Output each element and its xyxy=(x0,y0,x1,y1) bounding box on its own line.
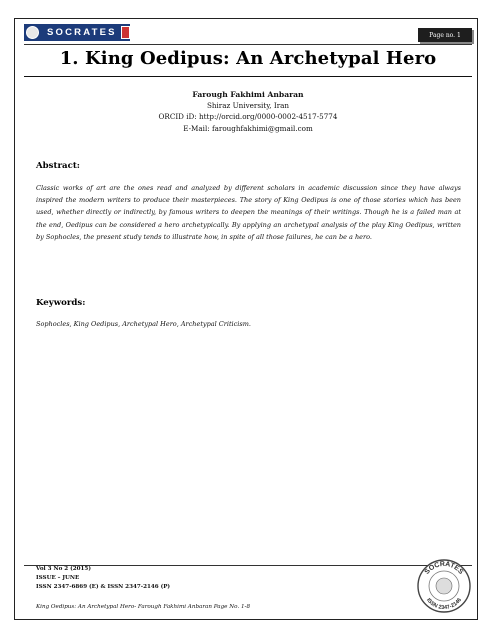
author-orcid: ORCID iD: http://orcid.org/0000-0002-4517-5774 xyxy=(158,112,338,122)
keywords-text: Sophocles, King Oedipus, Archetypal Hero, Archetypal Criticism. xyxy=(36,320,251,328)
footer-info xyxy=(36,565,170,593)
header-divider xyxy=(24,44,472,45)
page-number-label: Page no. 1 xyxy=(418,28,472,42)
footer-volume: Vol 3 No 2 (2015) xyxy=(36,566,91,572)
flag-icon xyxy=(121,26,130,39)
journal-stamp-icon xyxy=(416,558,472,614)
author-affiliation: Shiraz University, Iran xyxy=(206,101,290,111)
footer-issn: ISSN 2347-6869 (E) & ISSN 2347-2146 (P) xyxy=(36,584,171,591)
journal-logo xyxy=(24,24,130,41)
seal-icon xyxy=(26,26,39,39)
author-block xyxy=(0,89,496,134)
title-divider xyxy=(24,76,472,77)
author-email: E-Mail: faroughfakhimi@gmail.com xyxy=(183,123,313,133)
logo-text: SOCRATES xyxy=(47,27,117,38)
footer-issue: ISSUE – JUNE xyxy=(36,575,80,582)
abstract-text: Classic works of art are the ones read and analyzed by different scholars in academic discussion since they have always inspired the modern writers to produce their masterpieces. The story of King Oedipus is one of those stories which has been used, whether directly or indirectly, by famous writers to deepen the meanings of their writings. Though he is a failed man at the end, Oedipus can be considered a hero archetypically. By applying an archetypal analysis of the play King Oedipus, written by Sophocles, the present study tends to illustrate how, in spite of all those failures, he can be a hero. xyxy=(36,184,461,241)
abstract-heading: Abstract: xyxy=(36,161,80,171)
footer-citation: King Oedipus: An Archetypal Hero- Farough Fakhimi Anbaran Page No. 1-8 xyxy=(36,604,251,610)
stamp-bottom-text: ISSN 2347-2146 xyxy=(424,597,464,612)
article-title: 1. King Oedipus: An Archetypal Hero xyxy=(59,48,437,69)
stamp-top-text: SOCRATES xyxy=(423,560,465,576)
keywords-heading: Keywords: xyxy=(36,298,86,308)
author-name: Farough Fakhimi Anbaran xyxy=(192,90,304,99)
